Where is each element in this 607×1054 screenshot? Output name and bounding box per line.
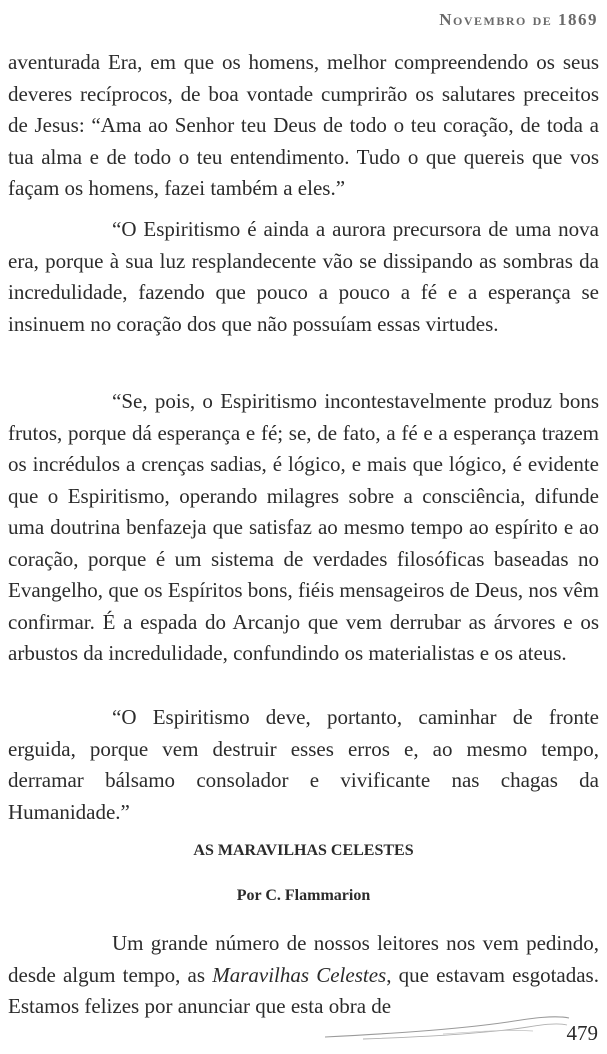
paragraph-text: “Se, pois, o Espiritismo incontestavelmente produz bons frutos, porque dá esperança e fé; se, de fato, a fé e a esperança trazem os incrédulos a crenças sadias, é lógico, e mais que lógico, é evidente que o Espiritismo, operando milagres sobre a consciência, difunde uma doutrina benfazeja que satisfaz ao mesmo tempo ao espírito e ao coração, porque é um sistema de verdades filosóficas baseadas no Evangelho, que os Espíritos bons, fiéis mensageiros de Deus, nos vêm confirmar. É a espada do Arcanjo que vem derrubar as árvores e os arbustos da incredulidade, confundindo os materialistas e os ateus. xyxy=(8,389,599,665)
body-paragraph-1 xyxy=(8,47,599,205)
paragraph-text-end: , que estavam esgotadas. Estamos felizes por anunciar que esta obra de xyxy=(8,962,599,1018)
section-title: AS MARAVILHAS CELESTES xyxy=(193,842,414,859)
body-paragraph-2 xyxy=(8,214,599,340)
ornamental-flourish xyxy=(323,1012,573,1042)
body-paragraph-3 xyxy=(8,386,599,670)
paragraph-text: “O Espiritismo deve, portanto, caminhar de fronte erguida, porque vem destruir esses erros e, ao mesmo tempo, derramar bálsamo consolador e vivificante nas chagas da Humanidade.” xyxy=(8,705,599,824)
byline: Por C. Flammarion xyxy=(236,887,371,904)
page-number: 479 xyxy=(566,1021,598,1045)
body-paragraph-4 xyxy=(8,702,599,828)
paragraph-text: “O Espiritismo é ainda a aurora precursora de uma nova era, porque à sua luz resplandecente vão se dissipando as sombras da incredulidade, fazendo que pouco a pouco a fé e a esperança se insinuem no coração dos que não possuíam essas virtudes. xyxy=(8,217,599,336)
paragraph-text-start: Um grande número de nossos leitores nos vem pedindo, desde algum tempo, as xyxy=(8,931,599,987)
body-paragraph-5 xyxy=(8,928,599,1023)
paragraph-text: aventurada Era, em que os homens, melhor compreendendo os seus deveres recíprocos, de boa vontade cumprirão os salutares preceitos de Jesus: “Ama ao Senhor teu Deus de todo o teu coração, de toda a tua alma e de todo o teu entendimento. Tudo o que quereis que vos façam os homens, fazei também a eles.” xyxy=(8,50,599,200)
paragraph-text xyxy=(8,928,599,1023)
book-title: Maravilhas Celestes xyxy=(212,962,387,987)
running-head: Novembro de 1869 xyxy=(439,10,598,29)
